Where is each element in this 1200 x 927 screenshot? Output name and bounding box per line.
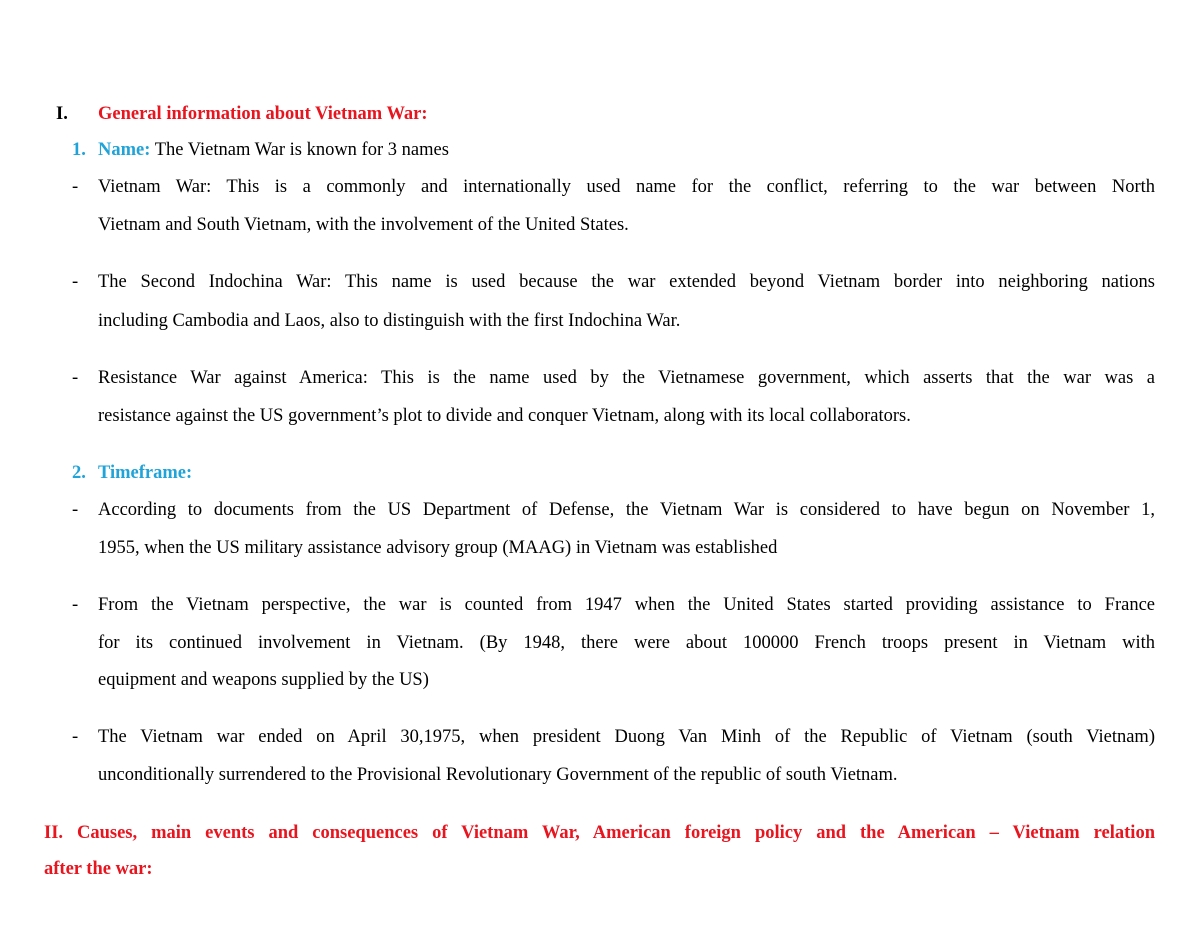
bullet-marker: - [72,368,79,388]
bullet-marker: - [72,727,79,747]
section-2-title-continued: after the war: [44,859,153,879]
bullet-line: equipment and weapons supplied by the US) [98,670,429,690]
subsection-1-number: 1. [72,140,86,160]
bullet-line: The Vietnam war ended on April 30,1975, when president Duong Van Minh of the Republic of Vietnam (south Vietnam) [98,727,1155,747]
subsection-1-label: Name: [98,140,151,160]
bullet-line: for its continued involvement in Vietnam. (By 1948, there were about 100000 French troops present in Vietnam with [98,633,1155,653]
subsection-1-intro: The Vietnam War is known for 3 names [150,140,449,160]
subsection-2-number: 2. [72,463,86,483]
bullet-line: 1955, when the US military assistance advisory group (MAAG) in Vietnam was established [98,538,778,558]
bullet-line: The Second Indochina War: This name is used because the war extended beyond Vietnam border into neighboring nations [98,272,1155,292]
bullet-line: resistance against the US government’s plot to divide and conquer Vietnam, along with its local collaborators. [98,406,911,426]
bullet-line: Vietnam and South Vietnam, with the involvement of the United States. [98,215,629,235]
section-1-title: General information about Vietnam War: [98,104,428,124]
bullet-marker: - [72,272,79,292]
bullet-line: including Cambodia and Laos, also to distinguish with the first Indochina War. [98,311,681,331]
bullet-line: From the Vietnam perspective, the war is counted from 1947 when the United States started providing assistance to France [98,595,1155,615]
bullet-marker: - [72,177,79,197]
bullet-line: According to documents from the US Department of Defense, the Vietnam War is considered to have begun on November 1, [98,500,1155,520]
bullet-line: Resistance War against America: This is the name used by the Vietnamese government, which asserts that the war was a [98,368,1155,388]
section-1-numeral: I. [56,104,68,124]
bullet-marker: - [72,500,79,520]
bullet-marker: - [72,595,79,615]
subsection-2-label: Timeframe: [98,463,193,483]
bullet-line: Vietnam War: This is a commonly and internationally used name for the conflict, referring to the war between North [98,177,1155,197]
bullet-line: unconditionally surrendered to the Provisional Revolutionary Government of the republic of south Vietnam. [98,765,898,785]
subsection-1-heading [98,138,449,162]
section-2-title: II. Causes, main events and consequences of Vietnam War, American foreign policy and the American – Vietnam relation [44,823,1155,843]
